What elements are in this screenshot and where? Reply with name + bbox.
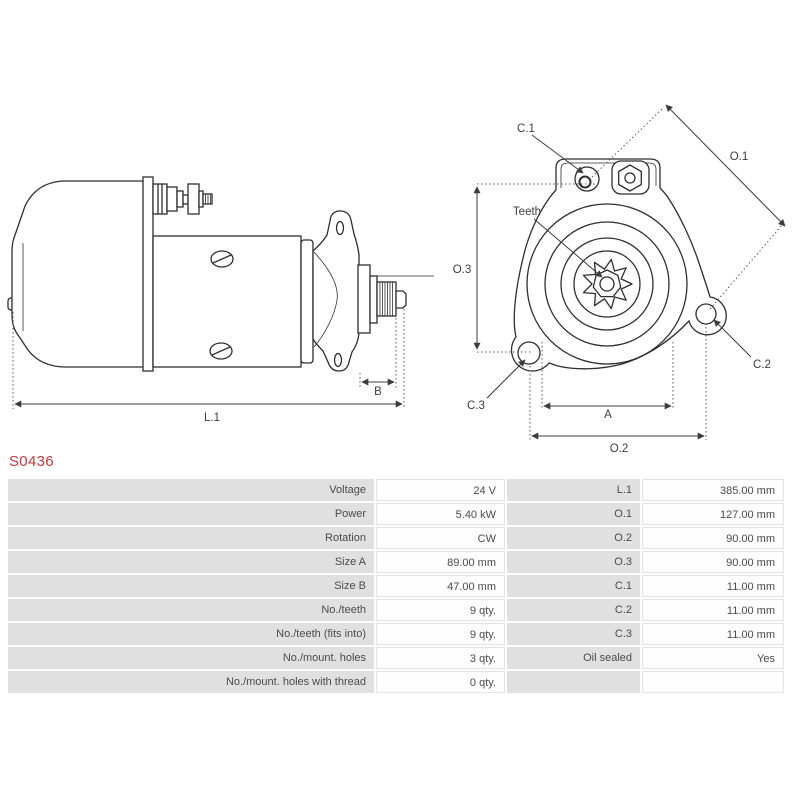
terminal-studs <box>153 184 212 214</box>
spec-label-cell: Size B <box>8 575 374 597</box>
spec-label-cell: O.3 <box>507 551 640 573</box>
spec-label-cell <box>507 671 640 693</box>
spec-label-cell: C.2 <box>507 599 640 621</box>
pinion-gear <box>377 282 396 316</box>
table-row <box>8 671 788 693</box>
spec-value-cell: 9 qty. <box>376 599 505 621</box>
dim-label-teeth: Teeth <box>512 206 542 218</box>
spec-value-cell: 0 qty. <box>376 671 505 693</box>
spec-label-cell: C.3 <box>507 623 640 645</box>
front-view-drawing <box>511 159 726 371</box>
hex-nut-hole <box>625 173 635 183</box>
spec-label-cell: Power <box>8 503 374 525</box>
spec-label-cell: No./teeth (fits into) <box>8 623 374 645</box>
spec-value-cell: 11.00 mm <box>642 575 784 597</box>
housing-screw-top <box>211 251 233 267</box>
dim-label-o3: O.3 <box>452 264 472 276</box>
spec-value-cell: 3 qty. <box>376 647 505 669</box>
spec-label-cell: Voltage <box>8 479 374 501</box>
bracket-ear-hole-bottom <box>335 354 342 367</box>
table-row <box>8 647 788 669</box>
table-row <box>8 599 788 621</box>
spec-value-cell: 127.00 mm <box>642 503 784 525</box>
spec-label-cell: No./teeth <box>8 599 374 621</box>
spec-value-cell: 11.00 mm <box>642 623 784 645</box>
spec-value-cell: 11.00 mm <box>642 599 784 621</box>
spec-value-cell: 385.00 mm <box>642 479 784 501</box>
spec-table <box>8 479 788 695</box>
table-row <box>8 503 788 525</box>
dim-label-o1: O.1 <box>729 151 749 163</box>
spec-label-cell: O.1 <box>507 503 640 525</box>
dim-line-o1 <box>666 105 785 226</box>
motor-body <box>12 181 150 367</box>
dim-label-c2: C.2 <box>753 359 771 371</box>
part-number: S0436 <box>9 453 54 470</box>
spec-label-cell: No./mount. holes <box>8 647 374 669</box>
table-row <box>8 575 788 597</box>
mount-hole-c3 <box>518 342 540 364</box>
spec-value-cell: 90.00 mm <box>642 527 784 549</box>
bearing-hub <box>358 265 370 333</box>
spec-label-cell: Oil sealed <box>507 647 640 669</box>
shaft-end <box>396 291 406 308</box>
spec-label-cell: Rotation <box>8 527 374 549</box>
spec-label-cell: Size A <box>8 551 374 573</box>
side-view-drawing <box>8 177 434 371</box>
spec-value-cell: 24 V <box>376 479 505 501</box>
spec-value-cell: 90.00 mm <box>642 551 784 573</box>
spec-value-cell: 47.00 mm <box>376 575 505 597</box>
housing-screw-bottom <box>210 343 232 359</box>
shaft-center-hole <box>600 277 614 291</box>
table-row <box>8 527 788 549</box>
table-row <box>8 623 788 645</box>
drive-end-bracket <box>313 211 359 371</box>
dim-label-c3: C.3 <box>467 400 485 412</box>
end-cap-band <box>143 177 153 371</box>
dim-label-o2: O.2 <box>609 443 629 455</box>
dim-label-c1: C.1 <box>517 123 535 135</box>
spec-value-cell: 9 qty. <box>376 623 505 645</box>
hub-step <box>370 276 377 323</box>
spec-value-cell: 89.00 mm <box>376 551 505 573</box>
table-row <box>8 479 788 501</box>
bracket-ear-hole-top <box>337 222 344 235</box>
dim-label-b: B <box>374 386 382 398</box>
table-row <box>8 551 788 573</box>
spec-label-cell: C.1 <box>507 575 640 597</box>
leader-c2 <box>714 320 751 357</box>
mount-hole-c2 <box>696 304 716 324</box>
spec-value-cell <box>642 671 784 693</box>
spec-value-cell: CW <box>376 527 505 549</box>
collar-ring <box>301 240 313 363</box>
spec-label-cell: No./mount. holes with thread <box>8 671 374 693</box>
spec-value-cell: 5.40 kW <box>376 503 505 525</box>
spec-label-cell: L.1 <box>507 479 640 501</box>
spec-label-cell: O.2 <box>507 527 640 549</box>
spec-value-cell: Yes <box>642 647 784 669</box>
leader-c3 <box>487 360 525 398</box>
dim-label-l1: L.1 <box>204 412 220 424</box>
dim-label-a: A <box>604 409 612 421</box>
